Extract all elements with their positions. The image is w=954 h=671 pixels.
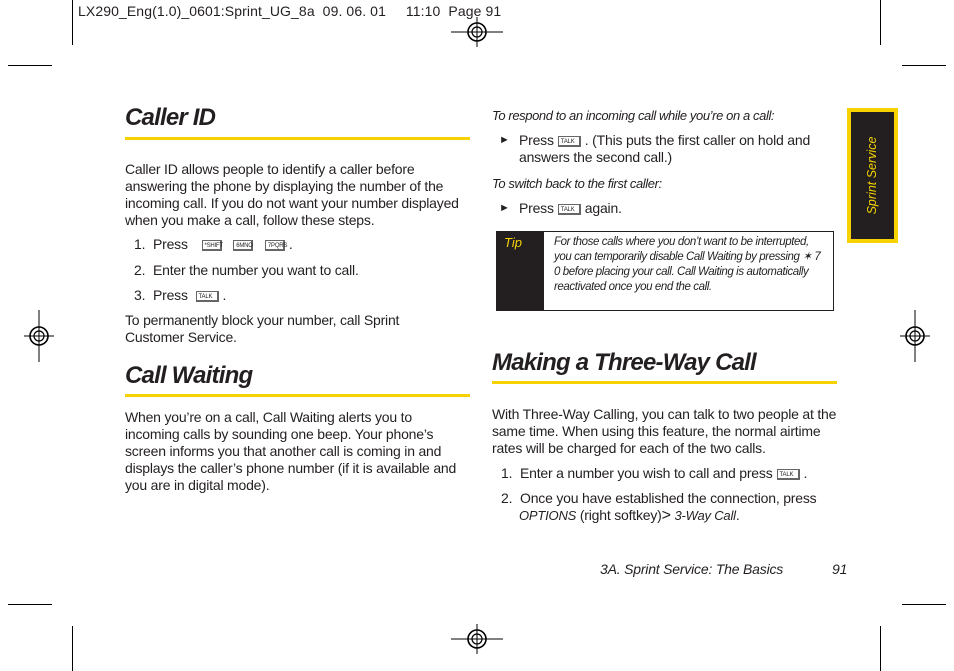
- crop-mark: [902, 65, 946, 66]
- caller-id-heading: Caller ID: [125, 104, 216, 131]
- options-softkey-label: OPTIONS: [519, 508, 577, 523]
- heading-rule: [492, 381, 837, 384]
- registration-mark-icon: [451, 17, 503, 47]
- caller-id-step-2: 2. Enter the number you want to call.: [134, 262, 359, 278]
- tip-label-panel: [497, 232, 544, 310]
- crop-mark: [902, 604, 946, 605]
- registration-mark-icon: [900, 310, 930, 362]
- star-shift-key-icon: *SHIFT: [202, 240, 222, 251]
- print-slug: LX290_Eng(1.0)_0601:Sprint_UG_8a 09. 06. 01 11:10 Page 91: [78, 3, 502, 19]
- tip-label: Tip: [504, 235, 522, 250]
- section-tab-label: Sprint Service: [865, 136, 879, 215]
- registration-mark-icon: [451, 624, 503, 654]
- crop-mark: [880, 626, 881, 671]
- talk-key-icon: TALK: [558, 136, 581, 147]
- crop-mark: [8, 604, 52, 605]
- three-way-call-menu-label: 3-Way Call: [674, 508, 736, 523]
- six-mno-key-icon: 6MNO: [233, 240, 253, 251]
- respond-subheading: To respond to an incoming call while you’re on a call:: [492, 108, 775, 123]
- talk-key-icon: TALK: [196, 291, 219, 302]
- crop-mark: [72, 626, 73, 671]
- talk-key-icon: TALK: [777, 469, 800, 480]
- call-waiting-intro: When you’re on a call, Call Waiting alerts you to incoming calls by sounding one beep. Your phone’s screen informs you that another call is coming in and displays the caller’s phone number (if it is available and you are in digital mode).: [125, 409, 457, 493]
- footer-section-title: 3A. Sprint Service: The Basics: [600, 561, 784, 577]
- three-way-heading: Making a Three-Way Call: [492, 349, 756, 376]
- three-way-intro: With Three-Way Calling, you can talk to two people at the same time. When using this feature, the normal airtime rates will be charged for each of the two calls.: [492, 406, 837, 456]
- bullet-arrow-icon: ►: [499, 202, 510, 214]
- caller-id-step-1: 1. Press *SHIFT 6MNO 7PQRS .: [134, 236, 293, 252]
- seven-pqrs-key-icon: 7PQRS: [265, 240, 285, 251]
- heading-rule: [125, 137, 470, 140]
- tip-box: [496, 231, 834, 311]
- three-way-step-1: 1. Enter a number you wish to call and press TALK .: [501, 465, 808, 481]
- three-way-step-2: 2. Once you have established the connection, press OPTIONS (right softkey)> 3-Way Call.: [501, 490, 817, 524]
- crop-mark: [880, 0, 881, 45]
- caller-id-step-3: 3. Press TALK .: [134, 287, 227, 303]
- caller-id-intro: Caller ID allows people to identify a caller before answering the phone by displaying the number of the incoming call. If you do not want your number displayed when you make a call, follow these steps.: [125, 161, 459, 228]
- section-tab: [847, 108, 898, 243]
- bullet-arrow-icon: ►: [499, 134, 510, 146]
- crop-mark: [8, 65, 52, 66]
- talk-key-icon: TALK: [558, 204, 581, 215]
- heading-rule: [125, 394, 470, 397]
- switch-subheading: To switch back to the first caller:: [492, 176, 662, 191]
- block-number-note: To permanently block your number, call Sprint Customer Service.: [125, 312, 400, 345]
- registration-mark-icon: [24, 310, 54, 362]
- tip-text: For those calls where you don’t want to be interrupted, you can temporarily disable Call Waiting by pressing ✶ 7 0 before placing your call. Call Waiting is automatically reactivated once you end the call.: [554, 236, 821, 293]
- call-waiting-heading: Call Waiting: [125, 362, 253, 389]
- page-number: 91: [832, 561, 848, 577]
- crop-mark: [72, 0, 73, 45]
